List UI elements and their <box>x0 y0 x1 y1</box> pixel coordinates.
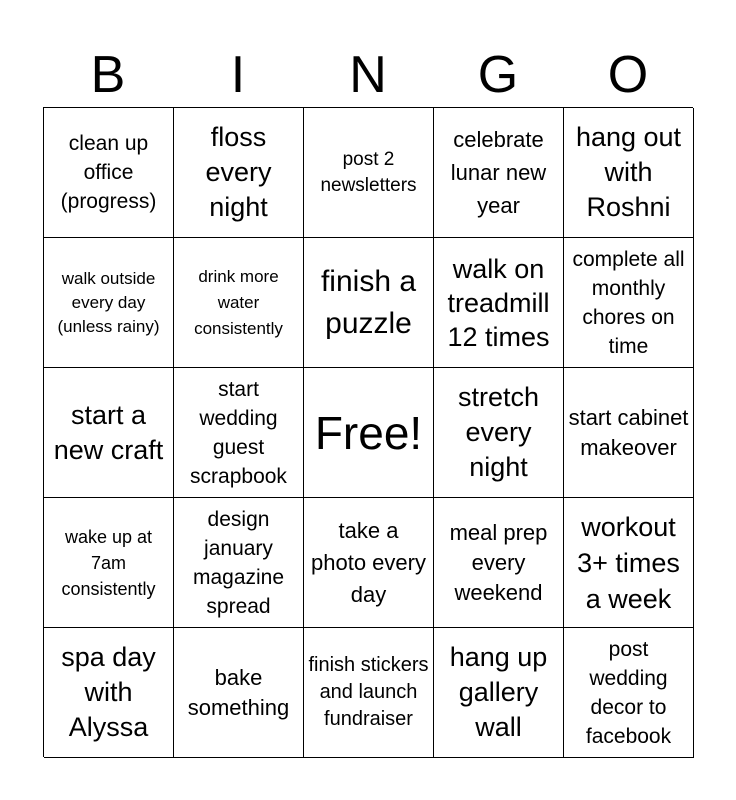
cell-text: start wedding guest scrapbook <box>190 377 287 488</box>
cell-text: spa day with Alyssa <box>61 642 156 742</box>
cell-text: finish a puzzle <box>320 264 417 340</box>
header-letter-o: O <box>607 46 649 104</box>
bingo-board <box>43 107 693 757</box>
bingo-cell[interactable] <box>564 238 694 368</box>
bingo-cell[interactable] <box>44 498 174 628</box>
header-letter-b: B <box>90 46 126 104</box>
cell-text: meal prep every weekend <box>449 519 548 605</box>
cell-text: take a photo every day <box>311 517 426 607</box>
free-space-text: Free! <box>314 406 423 459</box>
bingo-header <box>43 44 693 106</box>
bingo-cell[interactable] <box>434 628 564 758</box>
cell-text: walk on treadmill 12 times <box>447 253 550 352</box>
bingo-cell[interactable] <box>174 108 304 238</box>
bingo-cell[interactable] <box>564 628 694 758</box>
cell-text: start cabinet makeover <box>568 404 689 460</box>
cell-text: post 2 newsletters <box>320 148 417 196</box>
cell-text: stretch every night <box>457 382 540 482</box>
cell-text: workout 3+ times a week <box>577 511 680 614</box>
cell-text: finish stickers and launch fundraiser <box>308 654 429 730</box>
bingo-cell[interactable] <box>304 498 434 628</box>
cell-text: clean up office (progress) <box>60 132 157 213</box>
cell-text: drink more water consistently <box>194 266 283 338</box>
bingo-cell[interactable] <box>434 108 564 238</box>
bingo-cell[interactable] <box>44 368 174 498</box>
bingo-cell[interactable] <box>564 108 694 238</box>
bingo-cell[interactable] <box>304 108 434 238</box>
bingo-cell[interactable] <box>44 628 174 758</box>
cell-text: wake up at 7am consistently <box>61 526 156 599</box>
cell-text: hang out with Roshni <box>575 122 682 222</box>
header-letter-n: N <box>349 46 387 104</box>
bingo-cell[interactable] <box>434 498 564 628</box>
cell-text: celebrate lunar new year <box>450 127 547 218</box>
bingo-cell[interactable] <box>174 628 304 758</box>
free-space[interactable] <box>304 368 434 498</box>
bingo-cell[interactable] <box>174 498 304 628</box>
cell-text: complete all monthly chores on time <box>572 247 685 358</box>
cell-text: walk outside every day (unless rainy) <box>57 268 160 336</box>
header-letter-i: I <box>230 46 246 104</box>
header-letter-g: G <box>477 46 519 104</box>
bingo-cell[interactable] <box>434 368 564 498</box>
cell-text: floss every night <box>205 122 272 222</box>
bingo-cell[interactable] <box>564 498 694 628</box>
cell-text: post wedding decor to facebook <box>585 637 672 748</box>
bingo-cell[interactable] <box>304 628 434 758</box>
bingo-cell[interactable] <box>564 368 694 498</box>
cell-text: design january magazine spread <box>192 507 285 618</box>
bingo-cell[interactable] <box>434 238 564 368</box>
bingo-cell[interactable] <box>174 368 304 498</box>
bingo-cell[interactable] <box>44 108 174 238</box>
bingo-cell[interactable] <box>44 238 174 368</box>
bingo-cell[interactable] <box>304 238 434 368</box>
cell-text: hang up gallery wall <box>449 642 548 742</box>
cell-text: bake something <box>187 664 290 720</box>
bingo-cell[interactable] <box>174 238 304 368</box>
cell-text: start a new craft <box>53 399 164 465</box>
